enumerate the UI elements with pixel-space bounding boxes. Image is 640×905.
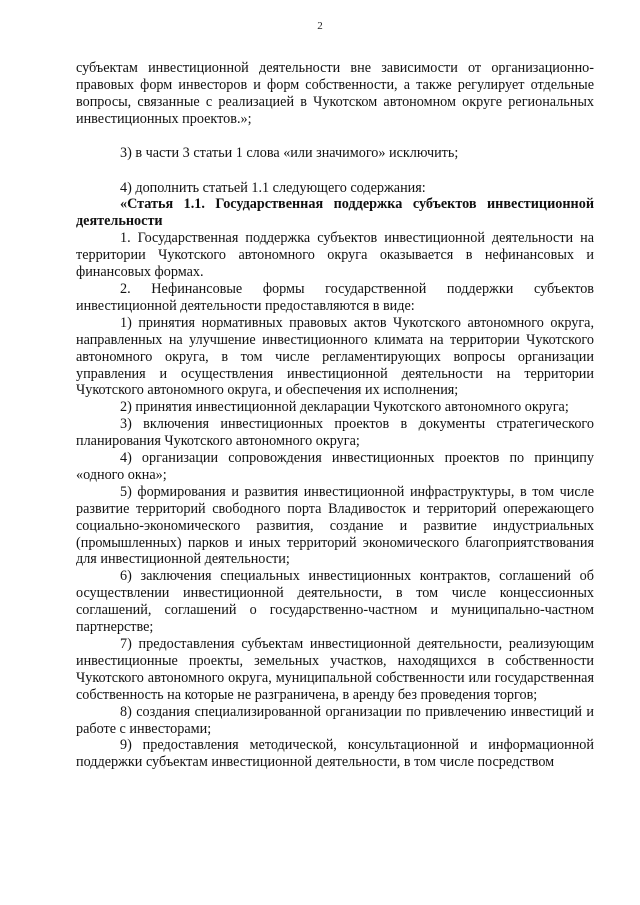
article-clause-1: 1. Государственная поддержка субъектов инвестиционной деятельности на территории Чукотского автономного округа оказывается в нефинансовых и финансовых формах.	[76, 230, 594, 281]
list-item-5: 5) формирования и развития инвестиционной инфраструктуры, в том числе развитие территорий свободного порта Владивосток и территорий опережающего социально-экономического развития, создание и развитие индустриальных (промышленных) парков и иных территорий экономического благоприятствования для инвестиционной деятельности;	[76, 483, 594, 568]
list-item-7: 7) предоставления субъектам инвестиционной деятельности, реализующим инвестиционные проекты, земельных участков, находящихся в собственности Чукотского автономного округа, муниципальной собственности или государственная собственность на которые не разграничена, в аренду без проведения торгов;	[76, 636, 594, 703]
page-number: 2	[317, 20, 323, 32]
list-item-3: 3) включения инвестиционных проектов в документы стратегического планирования Чукотского автономного округа;	[76, 416, 594, 450]
list-item-4: 4) организации сопровождения инвестиционных проектов по принципу «одного окна»;	[76, 450, 594, 483]
article-clause-2: 2. Нефинансовые формы государственной поддержки субъектов инвестиционной деятельности предоставляются в виде:	[76, 280, 594, 314]
list-item-2: 2) принятия инвестиционной декларации Чукотского автономного округа;	[120, 399, 569, 416]
document-body	[76, 60, 594, 771]
list-item-9: 9) предоставления методической, консультационной и информационной поддержки субъектам инвестиционной деятельности, в том числе посредством	[76, 737, 594, 771]
paragraph-amendment-4: 4) дополнить статьей 1.1 следующего содержания:	[120, 179, 426, 196]
list-item-6: 6) заключения специальных инвестиционных контрактов, соглашений об осуществлении инвестиционной деятельности, в том числе концессионных соглашений, соглашений о государственно-частном и муниципально-частном партнерстве;	[76, 568, 594, 636]
list-item-8: 8) создания специализированной организации по привлечению инвестиций и работе с инвесторами;	[76, 703, 594, 737]
article-heading: «Статья 1.1. Государственная поддержка субъектов инвестиционной деятельности	[76, 196, 594, 230]
paragraph-amendment-3: 3) в части 3 статьи 1 слова «или значимого» исключить;	[120, 144, 459, 161]
list-item-1: 1) принятия нормативных правовых актов Чукотского автономного округа, направленных на улучшение инвестиционного климата на территории Чукотского автономного округа, в том числе регламентирующих вопросы организации управления и осуществления инвестиционной деятельности на территории Чукотского автономного округа, и обеспечения их исполнения;	[76, 314, 594, 399]
paragraph-preamble-end: субъектам инвестиционной деятельности вне зависимости от организационно-правовых форм инвесторов и форм собственности, а также регулирует отдельные вопросы, связанные с реализацией в Чукотском автономном округе региональных инвестиционных проектов.»;	[76, 60, 594, 127]
